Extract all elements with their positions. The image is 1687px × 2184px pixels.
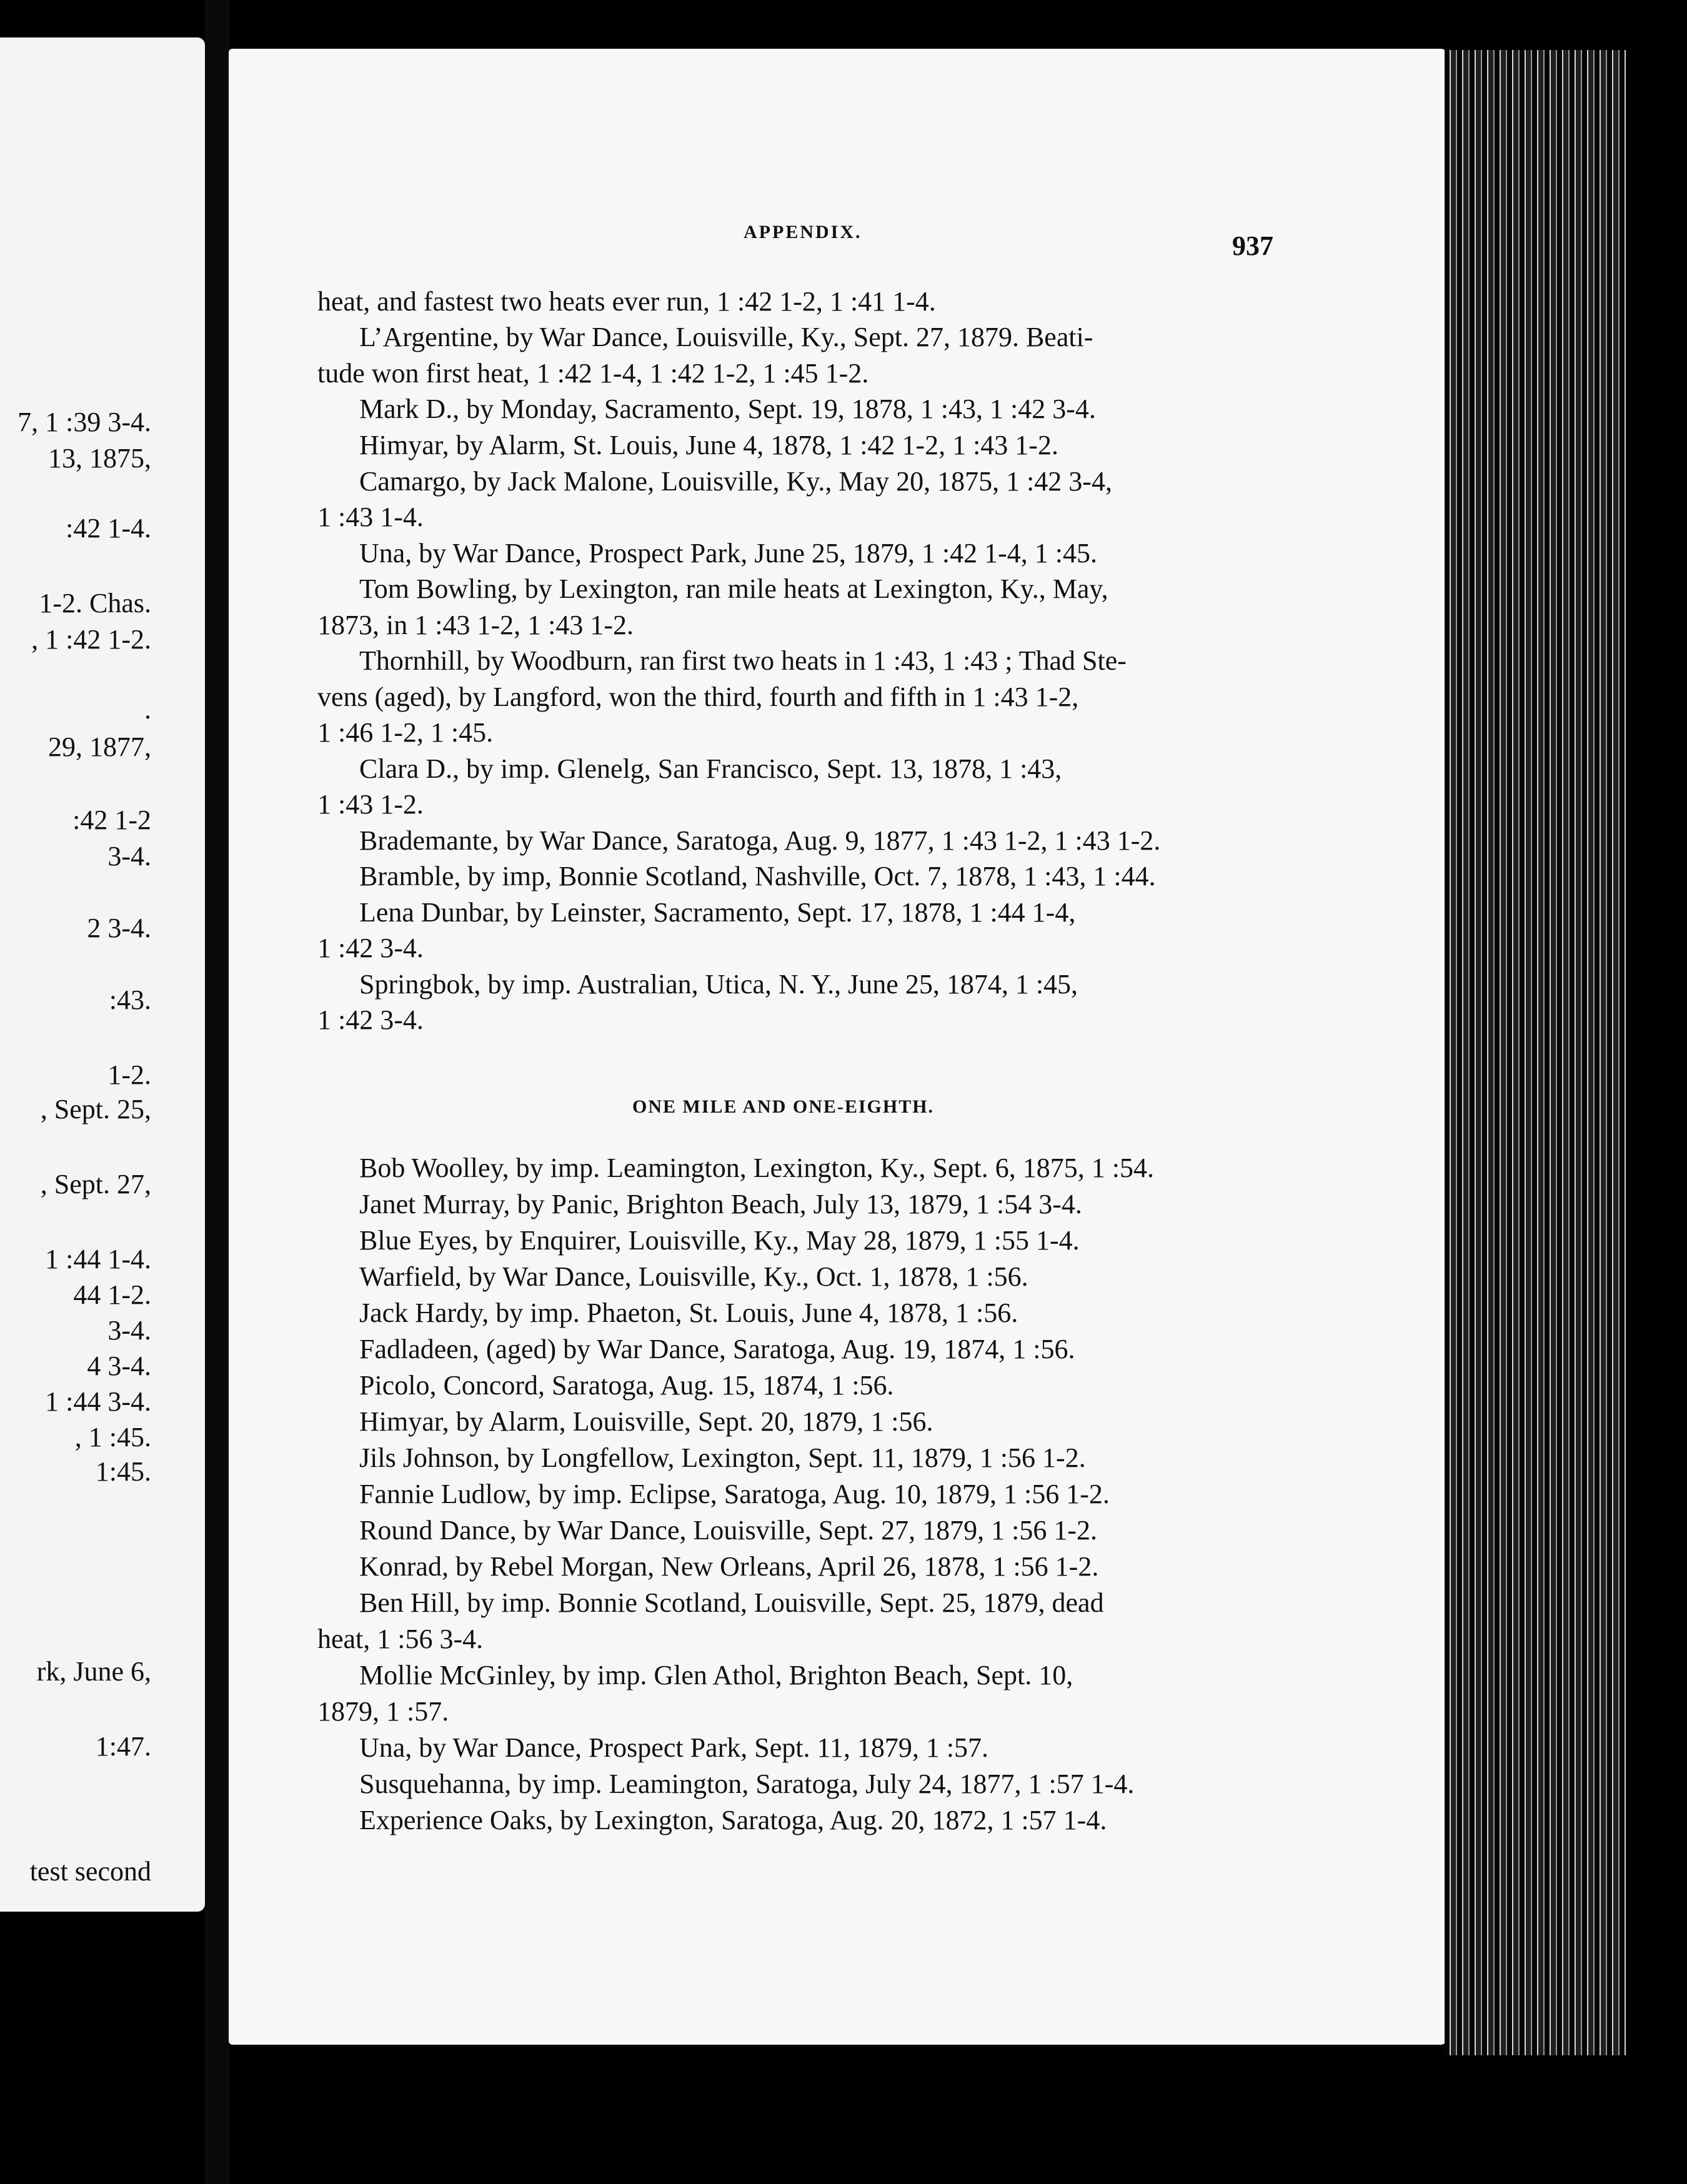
left-page-fragment: :43. [109, 985, 151, 1015]
text-line: Thornhill, by Woodburn, ran first two heats in 1 :43, 1 :43 ; Thad Ste- [359, 645, 1127, 676]
text-line: Himyar, by Alarm, St. Louis, June 4, 1878, 1 :42 1-2, 1 :43 1-2. [359, 430, 1058, 460]
text-line: Jils Johnson, by Longfellow, Lexington, Sept. 11, 1879, 1 :56 1-2. [359, 1442, 1086, 1473]
left-page-fragment: :42 1-2 [72, 805, 151, 835]
section-title: ONE MILE AND ONE-EIGHTH. [632, 1096, 935, 1117]
text-line: tude won first heat, 1 :42 1-4, 1 :42 1-2, 1 :45 1-2. [317, 358, 869, 389]
left-page-fragment: 1 :44 1-4. [45, 1244, 151, 1274]
text-line: 1 :46 1-2, 1 :45. [317, 717, 494, 748]
left-page-fragment: rk, June 6, [36, 1656, 151, 1687]
text-line: 1 :43 1-4. [317, 502, 424, 532]
text-line: Experience Oaks, by Lexington, Saratoga, Aug. 20, 1872, 1 :57 1-4. [359, 1805, 1107, 1835]
text-line: 1 :42 3-4. [317, 933, 424, 963]
left-page-fragment: 1 :44 3-4. [45, 1386, 151, 1417]
text-line: 1873, in 1 :43 1-2, 1 :43 1-2. [317, 610, 634, 640]
left-page-fragment: test second [29, 1856, 151, 1887]
left-page-fragment: :42 1-4. [66, 513, 151, 544]
left-page-fragment: 13, 1875, [48, 443, 151, 474]
left-page-fragment: 29, 1877, [48, 732, 151, 762]
text-line: 1 :42 3-4. [317, 1005, 424, 1035]
text-line: Warfield, by War Dance, Louisville, Ky., Oct. 1, 1878, 1 :56. [359, 1261, 1028, 1292]
text-line: Ben Hill, by imp. Bonnie Scotland, Louisville, Sept. 25, 1879, dead [359, 1587, 1104, 1618]
left-page-fragment: 4 3-4. [87, 1351, 151, 1381]
text-line: L’Argentine, by War Dance, Louisville, Ky., Sept. 27, 1879. Beati- [359, 322, 1093, 352]
text-line: Picolo, Concord, Saratoga, Aug. 15, 1874, 1 :56. [359, 1370, 894, 1401]
text-line: Fadladeen, (aged) by War Dance, Saratoga, Aug. 19, 1874, 1 :56. [359, 1334, 1075, 1364]
page-number: 937 [1232, 231, 1273, 261]
left-page-fragment: , 1 :45. [74, 1422, 151, 1452]
text-line: Una, by War Dance, Prospect Park, Sept. 11, 1879, 1 :57. [359, 1732, 989, 1763]
text-line: Fannie Ludlow, by imp. Eclipse, Saratoga, Aug. 10, 1879, 1 :56 1-2. [359, 1479, 1110, 1509]
text-line: Bramble, by imp, Bonnie Scotland, Nashville, Oct. 7, 1878, 1 :43, 1 :44. [359, 861, 1156, 891]
text-line: vens (aged), by Langford, won the third, fourth and fifth in 1 :43 1-2, [317, 682, 1079, 712]
text-line: heat, 1 :56 3-4. [317, 1624, 484, 1654]
text-line: Mollie McGinley, by imp. Glen Athol, Brighton Beach, Sept. 10, [359, 1660, 1073, 1690]
text-line: Konrad, by Rebel Morgan, New Orleans, April 26, 1878, 1 :56 1-2. [359, 1551, 1099, 1582]
text-line: Himyar, by Alarm, Louisville, Sept. 20, 1879, 1 :56. [359, 1406, 933, 1437]
left-page-fragment: 1:45. [95, 1456, 151, 1487]
text-line: Clara D., by imp. Glenelg, San Francisco, Sept. 13, 1878, 1 :43, [359, 753, 1062, 784]
left-page-fragment: 44 1-2. [73, 1279, 151, 1310]
text-line: Springbok, by imp. Australian, Utica, N. Y., June 25, 1874, 1 :45, [359, 969, 1078, 1000]
page-edges [1445, 50, 1626, 2055]
left-page-fragment: . [144, 694, 151, 725]
text-line: Camargo, by Jack Malone, Louisville, Ky., May 20, 1875, 1 :42 3-4, [359, 466, 1112, 497]
text-line: Jack Hardy, by imp. Phaeton, St. Louis, June 4, 1878, 1 :56. [359, 1298, 1018, 1328]
text-line: Bob Woolley, by imp. Leamington, Lexington, Ky., Sept. 6, 1875, 1 :54. [359, 1153, 1154, 1183]
left-page [0, 37, 205, 1912]
text-line: Janet Murray, by Panic, Brighton Beach, July 13, 1879, 1 :54 3-4. [359, 1189, 1082, 1219]
text-line: Brademante, by War Dance, Saratoga, Aug. 9, 1877, 1 :43 1-2, 1 :43 1-2. [359, 825, 1161, 856]
text-line: Round Dance, by War Dance, Louisville, Sept. 27, 1879, 1 :56 1-2. [359, 1515, 1097, 1546]
left-page-fragment: , 1 :42 1-2. [31, 624, 151, 655]
left-page-fragment: 2 3-4. [87, 913, 151, 943]
text-line: Tom Bowling, by Lexington, ran mile heats at Lexington, Ky., May, [359, 573, 1108, 604]
left-page-fragment: , Sept. 25, [40, 1094, 151, 1124]
left-page-fragment: 3-4. [107, 1315, 151, 1346]
left-page-fragment: 7, 1 :39 3-4. [17, 407, 151, 437]
left-page-fragment: 1-2. Chas. [39, 588, 151, 618]
text-line: 1 :43 1-2. [317, 789, 424, 820]
text-line: Mark D., by Monday, Sacramento, Sept. 19, 1878, 1 :43, 1 :42 3-4. [359, 394, 1096, 424]
text-line: heat, and fastest two heats ever run, 1 :42 1-2, 1 :41 1-4. [317, 286, 936, 317]
text-line: Susquehanna, by imp. Leamington, Saratoga, July 24, 1877, 1 :57 1-4. [359, 1769, 1135, 1799]
left-page-fragment: 3-4. [107, 841, 151, 871]
text-line: Lena Dunbar, by Leinster, Sacramento, Sept. 17, 1878, 1 :44 1-4, [359, 897, 1076, 928]
text-line: Una, by War Dance, Prospect Park, June 25, 1879, 1 :42 1-4, 1 :45. [359, 538, 1097, 568]
left-page-fragment: , Sept. 27, [40, 1169, 151, 1199]
running-head: APPENDIX. [744, 222, 862, 242]
left-page-fragment: 1-2. [107, 1060, 151, 1090]
text-line: 1879, 1 :57. [317, 1696, 449, 1727]
text-line: Blue Eyes, by Enquirer, Louisville, Ky., May 28, 1879, 1 :55 1-4. [359, 1225, 1080, 1256]
left-page-fragment: 1:47. [95, 1731, 151, 1762]
book-gutter [205, 0, 230, 2184]
